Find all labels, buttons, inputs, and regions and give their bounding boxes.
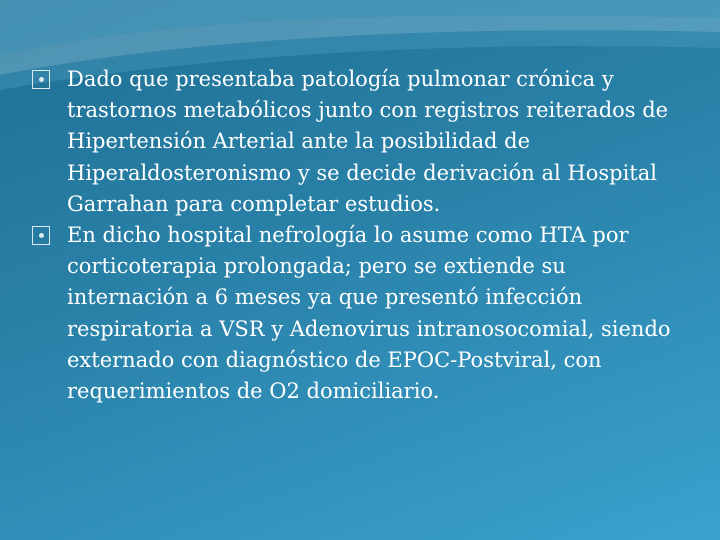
square-bullet-icon <box>32 226 50 245</box>
bullet-text: Dado que presentaba patología pulmonar crónica y trastornos metabólicos junto con registros reiterados de Hipertensión Arterial ante la posibilidad de Hiperaldosteronismo y se decide derivación al Hospital Garrahan para completar estudios. <box>67 67 669 216</box>
bullet-item <box>32 220 692 407</box>
square-bullet-icon <box>32 70 50 89</box>
bullet-item <box>32 64 692 220</box>
slide-content <box>32 64 692 407</box>
bullet-text: En dicho hospital nefrología lo asume como HTA por corticoterapia prolongada; pero se extiende su internación a 6 meses ya que presentó infección respiratoria a VSR y Adenovirus intranosocomial, siendo externado con diagnóstico de EPOC-Postviral, con requerimientos de O2 domiciliario. <box>67 223 671 404</box>
